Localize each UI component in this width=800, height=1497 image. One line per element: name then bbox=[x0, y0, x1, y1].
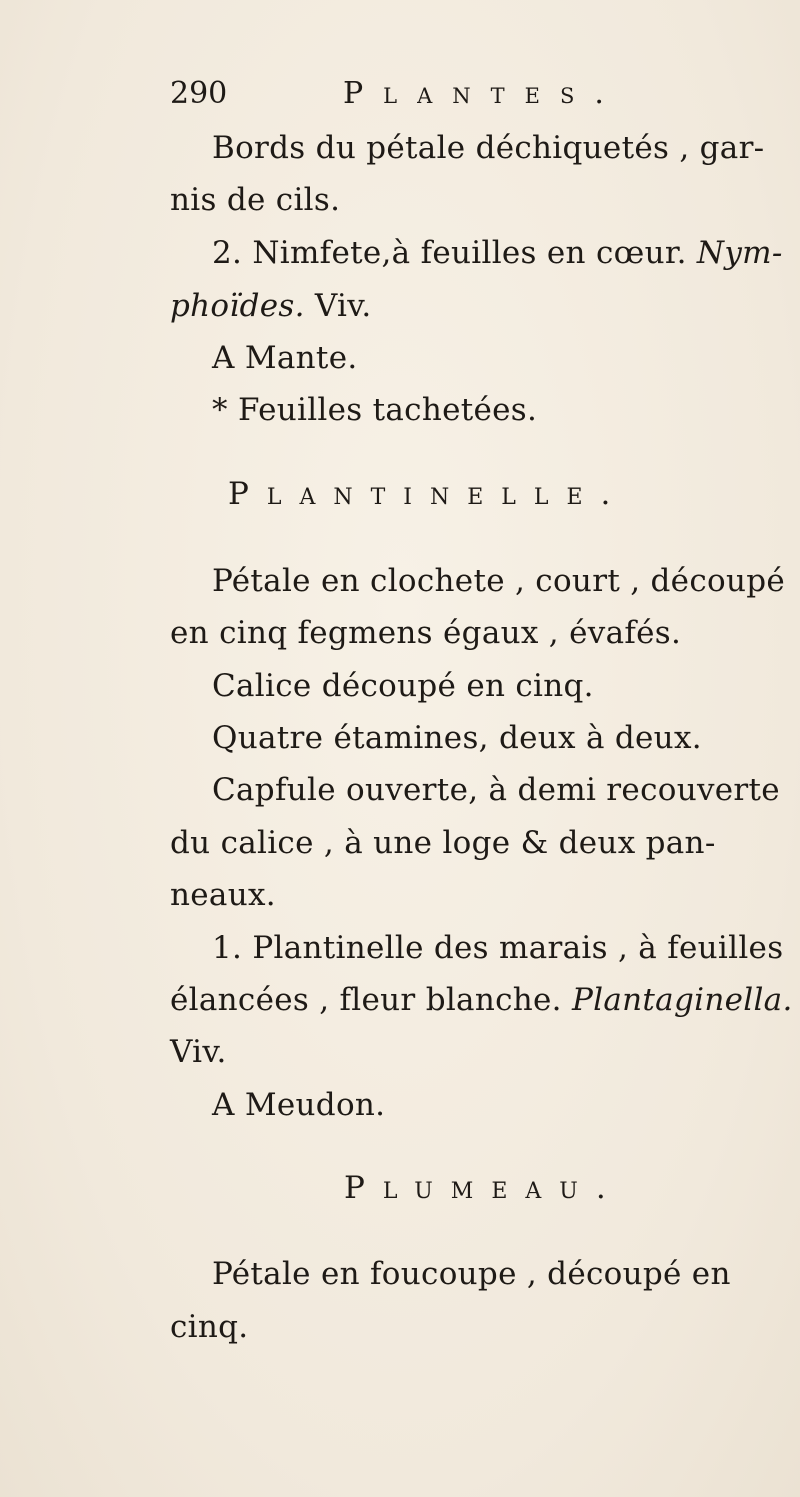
italic-span: Plantaginella. bbox=[572, 982, 793, 1018]
text-line bbox=[170, 982, 793, 1018]
text-span: Viv. bbox=[304, 288, 372, 324]
text-line: nis de cils. bbox=[170, 182, 341, 218]
text-line: Bords du pétale déchiquetés , gar- bbox=[212, 130, 765, 166]
text-line: Capfule ouverte, à demi recouverte bbox=[212, 772, 780, 808]
text-line: en cinq fegmens égaux , évafés. bbox=[170, 615, 682, 651]
section-heading-plantinelle: Plantinelle. bbox=[228, 476, 629, 512]
text-line: cinq. bbox=[170, 1309, 249, 1345]
running-title: Plantes. bbox=[343, 76, 624, 111]
text-line: 1. Plantinelle des marais , à feuilles bbox=[212, 930, 784, 966]
section-heading-plumeau: Plumeau. bbox=[344, 1170, 624, 1206]
text-line: Calice découpé en cinq. bbox=[212, 668, 594, 704]
text-line: du calice , à une loge & deux pan- bbox=[170, 825, 716, 861]
text-line: Viv. bbox=[170, 1034, 227, 1070]
text-line: neaux. bbox=[170, 877, 276, 913]
italic-span: Nym- bbox=[696, 235, 783, 271]
page-number: 290 bbox=[170, 76, 228, 111]
text-span: élancées , fleur blanche. bbox=[170, 982, 572, 1018]
text-line: Pétale en clochete , court , découpé bbox=[212, 563, 786, 599]
text-line bbox=[170, 288, 372, 324]
text-line: Quatre étamines, deux à deux. bbox=[212, 720, 702, 756]
italic-span: phoïdes. bbox=[170, 288, 305, 324]
text-line: * Feuilles tachetées. bbox=[212, 392, 538, 428]
text-span: 2. Nimfete,à feuilles en cœur. bbox=[212, 235, 697, 271]
text-line bbox=[212, 235, 783, 271]
text-line: Pétale en foucoupe , découpé en bbox=[212, 1256, 731, 1292]
text-line: A Mante. bbox=[212, 340, 358, 376]
text-line: A Meudon. bbox=[212, 1087, 386, 1123]
